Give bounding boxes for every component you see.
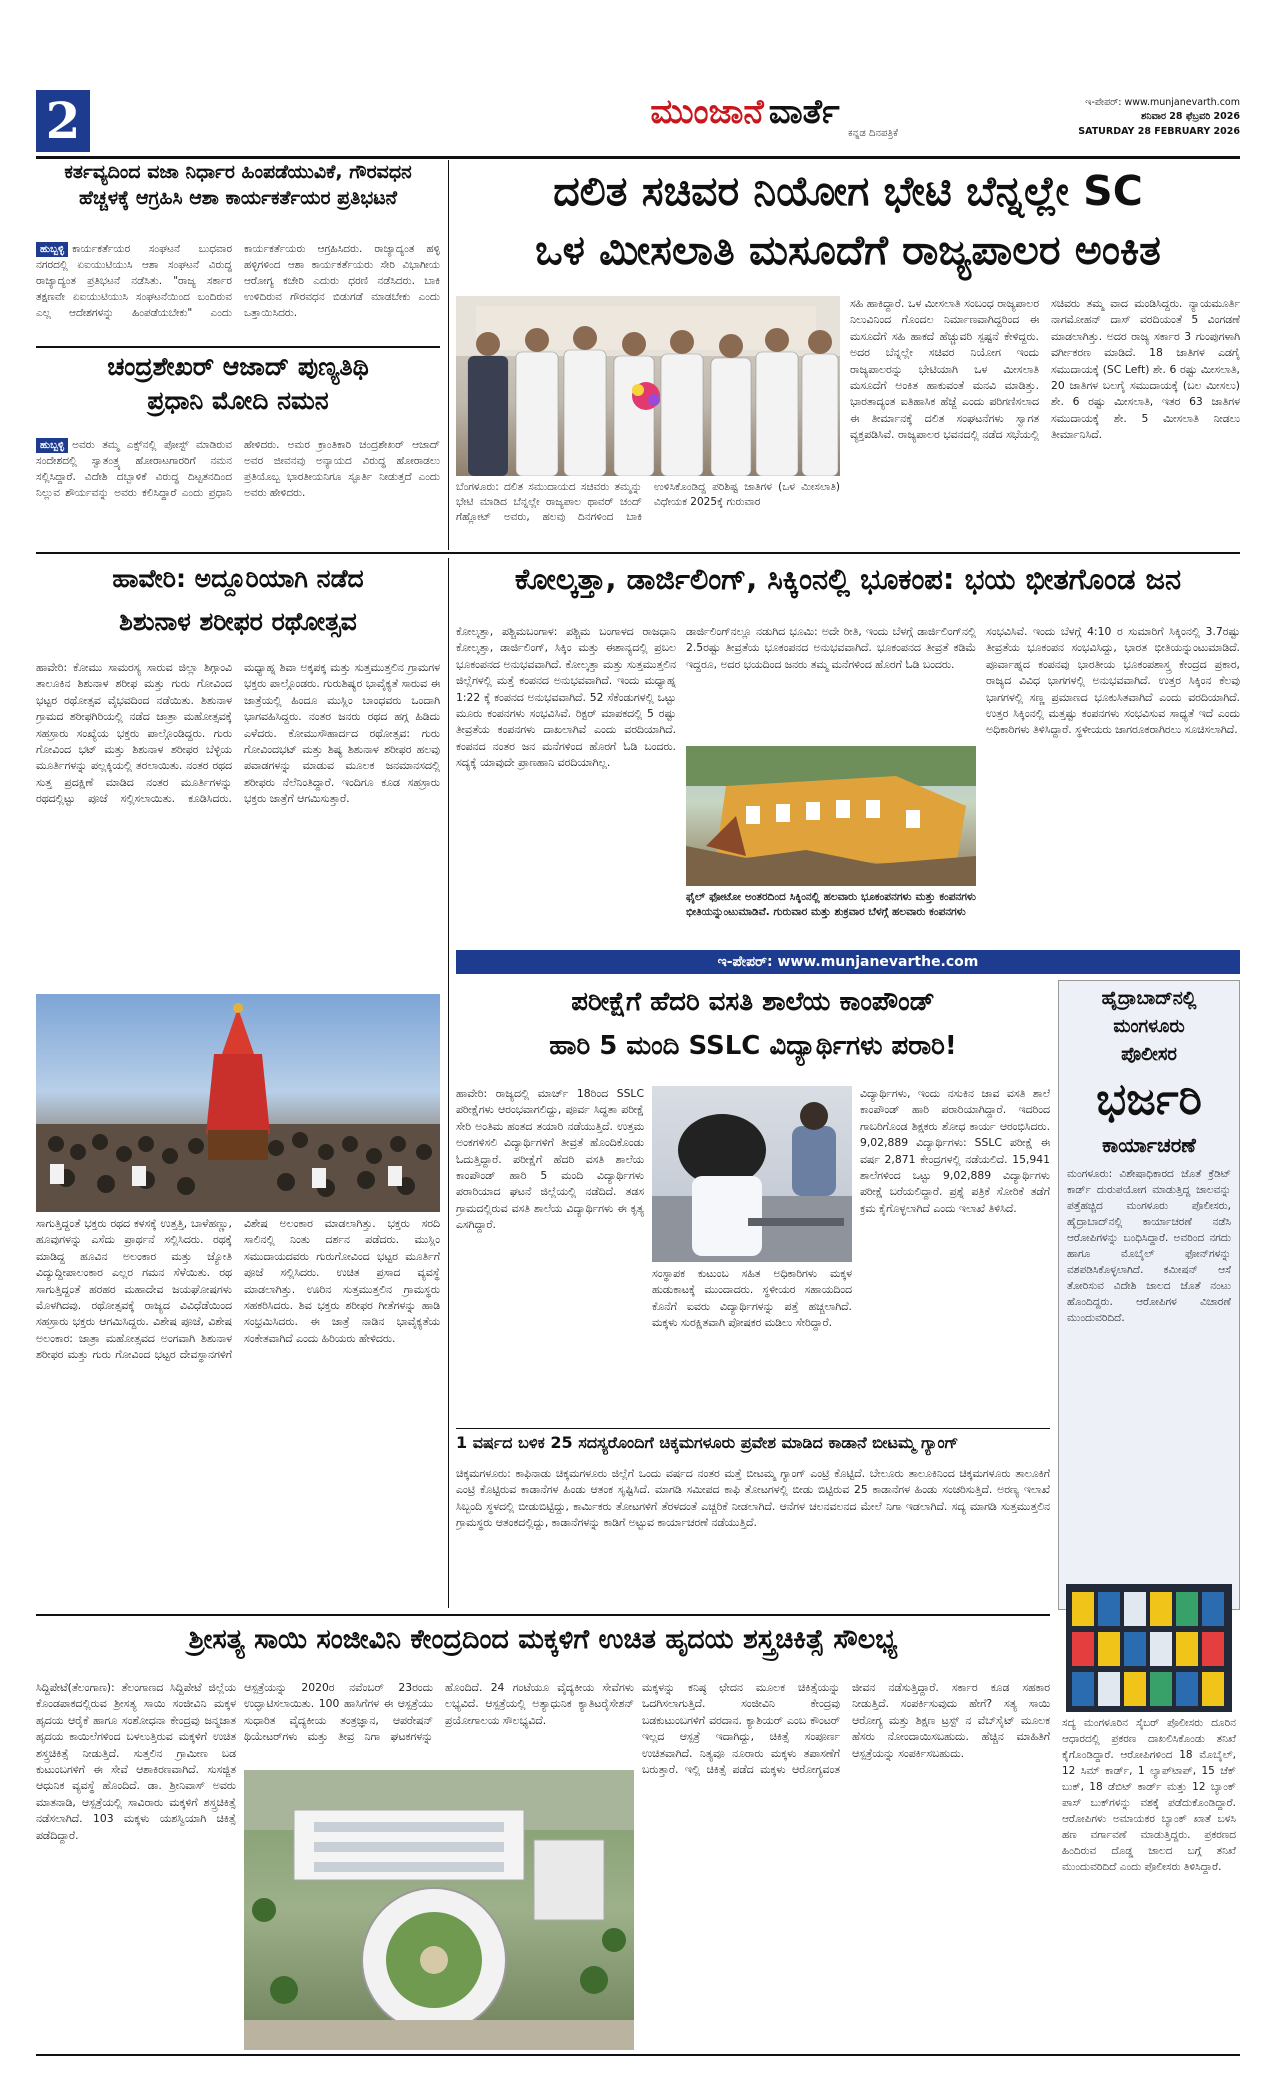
heart-body-right-text: ಮಕ್ಕಳನ್ನು ಕನಿಷ್ಠ ಛೇದನ ಮೂಲಕ ಚಿಕಿತ್ಸೆಯನ್ನು ಒದಗಿಸಲಾಗುತ್ತಿದೆ. ಸಂಜೀವಿನಿ ಕೇಂದ್ರವು ಬಡಕುಟುಂಬಗಳಿಗೆ ವರದಾನ. ಕ್ಯಾಶಿಯರ್ ಎಂಬ ಕೌಂಟರ್ ಇಲ್ಲದ ಆಸ್ಪತ್ರೆ ಇದಾಗಿದ್ದು, ಚಿಕಿತ್ಸೆ ಸಂಪೂರ್ಣ ಉಚಿತವಾಗಿದೆ. ನಿತ್ಯವೂ ನೂರಾರು ಮಕ್ಕಳು ತಪಾಸಣೆಗೆ ಬರುತ್ತಾರೆ. ಇಲ್ಲಿ ಚಿಕಿತ್ಸೆ ಪಡೆದ ಮಕ್ಕಳು ಆರೋಗ್ಯವಂತ ಜೀವನ ನಡೆಸುತ್ತಿದ್ದಾರೆ. ಸರ್ಕಾರ ಕೂಡ ಸಹಕಾರ ನೀಡುತ್ತಿದೆ. ಸಂಪರ್ಕಿಸುವುದು ಹೇಗೆ? ಸತ್ಯ ಸಾಯಿ ಆರೋಗ್ಯ ಮತ್ತು ಶಿಕ್ಷಣ ಟ್ರಸ್ಟ್ ನ ವೆಬ್‌ಸೈಟ್ ಮೂಲಕ ಹೆಸರು ನೋಂದಾಯಿಸಬಹುದು. ಹೆಚ್ಚಿನ ಮಾಹಿತಿಗೆ ಆಸ್ಪತ್ರೆಯನ್ನು ಸಂಪರ್ಕಿಸಬಹುದು. [642,1681,1050,1777]
quake-body-left-text: ಕೋಲ್ಕತ್ತಾ, ಪಶ್ಚಿಮಬಂಗಾಳ: ಪಶ್ಚಿಮ ಬಂಗಾಳದ ರಾಜಧಾನಿ ಕೋಲ್ಕತ್ತಾ, ಡಾರ್ಜಿಲಿಂಗ್, ಸಿಕ್ಕಿಂ ಮತ್ತು ಈಶಾನ್ಯದಲ್ಲಿ ಪ್ರಬಲ ಭೂಕಂಪನದ ಅನುಭವವಾಗಿದೆ. ಕೋಲ್ಕತ್ತಾ ಮತ್ತು ಸುತ್ತಮುತ್ತಲಿನ ಜಿಲ್ಲೆಗಳಲ್ಲಿ ಮತ್ತೆ ಕಂಪನದ ಅನುಭವವಾಗಿದೆ. ಇಂದು ಮಧ್ಯಾಹ್ನ 1:22 ಕ್ಕೆ ಕಂಪನದ ಅನುಭವವಾಗಿದೆ. 52 ಸೆಕೆಂಡುಗಳಲ್ಲಿ ಒಟ್ಟು ಮೂರು ಕಂಪನಗಳು ಸಂಭವಿಸಿವೆ. ರಿಕ್ಟರ್ ಮಾಪಕದಲ್ಲಿ 5 ರಷ್ಟು ತೀವ್ರತೆಯ ಕಂಪನಗಳು ದಾಖಲಾಗಿವೆ ಎಂದು ವರದಿಯಾಗಿದೆ. ಕಂಪನದ ನಂತರ ಜನ ಮನೆಗಳಿಂದ ಹೊರಗೆ ಓಡಿ ಬಂದರು. ಸದ್ಯಕ್ಕೆ ಯಾವುದೇ ಪ್ರಾಣಹಾನಿ ವರದಿಯಾಗಿಲ್ಲ. [456,625,676,770]
havri-body-bottom [36,1216,440,1606]
police-box [1058,980,1240,1610]
bottom-rule [36,2054,1240,2056]
page-number-box [36,90,90,152]
story1-headline [36,160,440,238]
havri-body-top-text: ಹಾವೇರಿ: ಕೋಮು ಸಾಮರಸ್ಯ ಸಾರುವ ಜಿಲ್ಲಾ ಶಿಗ್ಗಾಂವಿ ತಾಲೂಕಿನ ಶಿಶುನಾಳ ಶರೀಫ ಮತ್ತು ಗುರು ಗೋವಿಂದ ಭಟ್ಟರ ರಥೋತ್ಸವ ವೈಭವದಿಂದ ನಡೆಯಿತು. ಶಿಶುನಾಳ ಗ್ರಾಮದ ಶರೀಫಗಿರಿಯಲ್ಲಿ ನಡೆದ ಜಾತ್ರಾ ಮಹೋತ್ಸವಕ್ಕೆ ಸಹಸ್ರಾರು ಸಂಖ್ಯೆಯ ಭಕ್ತರು ಪಾಲ್ಗೊಂಡಿದ್ದರು. ಗುರು ಗೋವಿಂದ ಭಟ್ ಮತ್ತು ಶಿಶುನಾಳ ಶರೀಫರ ಬೆಳ್ಳಿಯ ಮೂರ್ತಿಗಳನ್ನು ಪಲ್ಲಕ್ಕಿಯಲ್ಲಿ ತರಲಾಯಿತು. ನಂತರ ರಥದ ಸುತ್ತ ಪ್ರದಕ್ಷಿಣೆ ಮಾಡಿದ ನಂತರ ಮೂರ್ತಿಗಳನ್ನು ರಥದಲ್ಲಿಟ್ಟು ಪೂಜೆ ಸಲ್ಲಿಸಲಾಯಿತು. ಕೂಡಿಸಿದರು. ಮಧ್ಯಾಹ್ನ ಶಿವಾ ಅಕ್ಕಪಕ್ಕ ಮತ್ತು ಸುತ್ತಮುತ್ತಲಿನ ಗ್ರಾಮಗಳ ಭಕ್ತರು ಪಾಲ್ಗೊಂಡರು. ಗುರುಶಿಷ್ಯರ ಭಾವೈಕ್ಯತೆ ಸಾರುವ ಈ ಜಾತ್ರೆಯಲ್ಲಿ ಹಿಂದೂ ಮುಸ್ಲಿಂ ಬಾಂಧವರು ಒಂದಾಗಿ ಭಾಗವಹಿಸಿದ್ದರು. ನಂತರ ಜನರು ರಥದ ಹಗ್ಗ ಹಿಡಿದು ಎಳೆದರು. ಕೋಮುಸೌಹಾರ್ದದ ರಥೋತ್ಸವ: ಗುರು ಗೋವಿಂದಭಟ್ ಮತ್ತು ಶಿಷ್ಯ ಶಿಶುನಾಳ ಶರೀಫರ ಹಲವು ಪವಾಡಗಳನ್ನು ಮಾಡುವ ಮೂಲಕ ಜನಮಾನಸದಲ್ಲಿ ಶರೀಫರು ನೆಲೆನಿಂತಿದ್ದಾರೆ. ಇಂದಿಗೂ ಕೂಡ ಸಹಸ್ರಾರು ಭಕ್ತರು ಜಾತ್ರೆಗೆ ಆಗಮಿಸುತ್ತಾರೆ. [36,661,440,806]
havri-body-bottom-text: ಸಾಗುತ್ತಿದ್ದಂತೆ ಭಕ್ತರು ರಥದ ಕಳಸಕ್ಕೆ ಉತ್ತತ್ತಿ, ಬಾಳೆಹಣ್ಣು, ಹೂವುಗಳನ್ನು ಎಸೆದು ಪ್ರಾರ್ಥನೆ ಸಲ್ಲಿಸಿದರು. ರಥಕ್ಕೆ ಮಾಡಿದ್ದ ಹೂವಿನ ಅಲಂಕಾರ ಮತ್ತು ಜ್ಯೋತಿ ವಿದ್ಯುದ್ದೀಪಾಲಂಕಾರ ಎಲ್ಲರ ಗಮನ ಸೆಳೆಯಿತು. ರಥ ಸಾಗುತ್ತಿದ್ದಂತೆ ಹರಹರ ಮಹಾದೇವ ಜಯಘೋಷಗಳು ಮೊಳಗಿದವು. ರಥೋತ್ಸವಕ್ಕೆ ರಾಜ್ಯದ ವಿವಿಧೆಡೆಯಿಂದ ಸಹಸ್ರಾರು ಭಕ್ತರು ಆಗಮಿಸಿದ್ದರು. ವಿಶೇಷ ಪೂಜೆ, ವಿಶೇಷ ಅಲಂಕಾರ: ಜಾತ್ರಾ ಮಹೋತ್ಸವದ ಅಂಗವಾಗಿ ಶಿಶುನಾಳ ಶರೀಫರ ಮತ್ತು ಗುರು ಗೋವಿಂದ ಭಟ್ಟರ ದೇವಸ್ಥಾನಗಳಿಗೆ ವಿಶೇಷ ಅಲಂಕಾರ ಮಾಡಲಾಗಿತ್ತು. ಭಕ್ತರು ಸರದಿ ಸಾಲಿನಲ್ಲಿ ನಿಂತು ದರ್ಶನ ಪಡೆದರು. ಮುಸ್ಲಿಂ ಸಮುದಾಯದವರು ಗುರುಗೋವಿಂದ ಭಟ್ಟರ ಮೂರ್ತಿಗೆ ಪೂಜೆ ಸಲ್ಲಿಸಿದರು. ಉಚಿತ ಪ್ರಸಾದ ವ್ಯವಸ್ಥೆ ಮಾಡಲಾಗಿತ್ತು. ಊರಿನ ಸುತ್ತಮುತ್ತಲಿನ ಗ್ರಾಮಸ್ಥರು ಸಹಕರಿಸಿದರು. ಶಿವ ಭಕ್ತರು ಶರೀಫರ ಗೀತೆಗಳನ್ನು ಹಾಡಿ ಸಂಭ್ರಮಿಸಿದರು. ಈ ಜಾತ್ರೆ ನಾಡಿನ ಭಾವೈಕ್ಯತೆಯ ಸಂಕೇತವಾಗಿದೆ ಎಂದು ಹಿರಿಯರು ಹೇಳಿದರು. [36,1217,440,1362]
heart-body-mid [244,1680,634,1766]
epaper-bar [456,950,1240,974]
lead-caption-text: ಬೆಂಗಳೂರು: ದಲಿತ ಸಮುದಾಯದ ಸಚಿವರು ತಮ್ಮನ್ನು ಭೇಟಿ ಮಾಡಿದ ಬೆನ್ನಲ್ಲೇ ರಾಜ್ಯಪಾಲ ಥಾವರ್ ಚಂದ್ ಗೆಹ್ಲೋಟ್ ಅವರು, ಹಲವು ದಿನಗಳಿಂದ ಬಾಕಿ ಉಳಿಸಿಕೊಂಡಿದ್ದ ಪರಿಶಿಷ್ಟ ಜಾತಿಗಳ (ಒಳ ಮೀಸಲಾತಿ) ವಿಧೇಯಕ 2025ಕ್ಕೆ ಗುರುವಾರ [456,481,840,524]
masthead-rule [36,156,1240,159]
lead-caption [456,480,840,548]
paper-name-part1: ಮುಂಜಾನೆ [650,92,764,132]
masthead-logo [580,92,910,148]
story2-headline-line2: ಪ್ರಧಾನಿ ಮೋದಿ ನಮನ [147,385,329,415]
story1-dateline: ಹುಬ್ಬಳ್ಳಿ [36,242,68,257]
heart-body-right [642,1680,1050,2050]
havri-headline-line1: ಹಾವೇರಿ: ಅದ್ದೂರಿಯಾಗಿ ನಡೆದ [112,564,364,593]
sslc-body-left [456,1086,644,1422]
story2-text: ಅವರು ತಮ್ಮ ಎಕ್ಸ್‌ನಲ್ಲಿ ಪೋಸ್ಟ್ ಮಾಡಿರುವ ಸಂದೇಶದಲ್ಲಿ ಸ್ವಾತಂತ್ರ್ಯ ಹೋರಾಟಗಾರರಿಗೆ ನಮನ ಸಲ್ಲಿಸಿದ್ದಾರೆ. ವಿದೇಶಿ ದಬ್ಬಾಳಿಕೆ ವಿರುದ್ಧ ದಿಟ್ಟತನದಿಂದ ನಿಲ್ಲುವ ಶೌರ್ಯವನ್ನು ಅವರು ಕಲಿಸಿದ್ದಾರೆ ಎಂದು ಪ್ರಧಾನಿ ಹೇಳಿದರು. ಅಮರ ಕ್ರಾಂತಿಕಾರಿ ಚಂದ್ರಶೇಖರ್ ಆಜಾದ್ ಅವರ ಜೀವನವು ಅನ್ಯಾಯದ ವಿರುದ್ಧ ಹೋರಾಡಲು ಪ್ರತಿಯೊಬ್ಬ ಭಾರತೀಯನಿಗೂ ಸ್ಫೂರ್ತಿ ನೀಡುತ್ತದೆ ಎಂದು ಅವರು ಹೇಳಿದರು. [36,439,440,499]
section-rule-1 [36,552,1240,554]
police-body-bottom [1058,1716,1240,2050]
sslc-body-mid [652,1266,852,1422]
havri-photo [36,994,440,1212]
gang-rule [456,1428,1050,1429]
police-body-top [1059,1161,1239,1457]
lead-headline-line1: ದಲಿತ ಸಚಿವರ ನಿಯೋಗ ಭೇಟಿ ಬೆನ್ನಲ್ಲೇ SC [553,167,1143,215]
story1-headline-line2: ಹೆಚ್ಚಳಕ್ಕೆ ಆಗ್ರಹಿಸಿ ಆಶಾ ಕಾರ್ಯಕರ್ತೆಯರ ಪ್ರತಿಭಟನೆ [79,186,397,209]
group-photo-illustration [456,296,840,476]
lead-headline [456,162,1240,288]
chariot-festival-illustration [36,994,440,1212]
gang-headline-text: 1 ವರ್ಷದ ಬಳಿಕ 25 ಸದಸ್ಯರೊಂದಿಗೆ ಚಿಕ್ಕಮಗಳೂರು ಪ್ರವೇಶ ಮಾಡಿದ ಕಾಡಾನೆ ಬೀಟಮ್ಮ ಗ್ಯಾಂಗ್ [456,1433,959,1452]
sslc-headline-line1: ಪರೀಕ್ಷೆಗೆ ಹೆದರಿ ವಸತಿ ಶಾಲೆಯ ಕಾಂಪೌಂಡ್ [571,987,935,1017]
sslc-body-right-text: ವಿದ್ಯಾರ್ಥಿಗಳು, ಇಂದು ನಸುಕಿನ ಜಾವ ವಸತಿ ಶಾಲೆ ಕಾಂಪೌಂಡ್ ಹಾರಿ ಪರಾರಿಯಾಗಿದ್ದಾರೆ. ಇದರಿಂದ ಗಾಬರಿಗೊಂಡ ಶಿಕ್ಷಕರು ಶೋಧ ಕಾರ್ಯ ಆರಂಭಿಸಿದರು. 9,02,889 ವಿದ್ಯಾರ್ಥಿಗಳು: SSLC ಪರೀಕ್ಷೆ ಈ ವರ್ಷ 2,871 ಕೇಂದ್ರಗಳಲ್ಲಿ ನಡೆಯಲಿದೆ. 15,941 ಶಾಲೆಗಳಿಂದ ಒಟ್ಟು 9,02,889 ವಿದ್ಯಾರ್ಥಿಗಳು ಪರೀಕ್ಷೆ ಬರೆಯಲಿದ್ದಾರೆ. ಪ್ರಶ್ನೆ ಪತ್ರಿಕೆ ಸೋರಿಕೆ ತಡೆಗೆ ಕ್ರಮ ಕೈಗೊಳ್ಳಲಾಗಿದೆ ಎಂದು ಇಲಾಖೆ ತಿಳಿಸಿದೆ. [860,1087,1050,1215]
story2-headline [36,350,440,434]
police-body-bottom-text: ಸದ್ಯ ಮಂಗಳೂರಿನ ಸೈಬರ್ ಪೊಲೀಸರು ದೂರಿನ ಆಧಾರದಲ್ಲಿ ಪ್ರಕರಣ ದಾಖಲಿಸಿಕೊಂಡು ತನಿಖೆ ಕೈಗೊಂಡಿದ್ದಾರೆ. ಆರೋಪಿಗಳಿಂದ 18 ಮೊಬೈಲ್, 12 ಸಿಮ್ ಕಾರ್ಡ್, 1 ಲ್ಯಾಪ್‌ಟಾಪ್, 15 ಚೆಕ್ ಬುಕ್, 18 ಡೆಬಿಟ್ ಕಾರ್ಡ್ ಮತ್ತು 12 ಬ್ಯಾಂಕ್ ಪಾಸ್ ಬುಕ್‌ಗಳನ್ನು ವಶಕ್ಕೆ ಪಡೆದುಕೊಂಡಿದ್ದಾರೆ. ಆರೋಪಿಗಳು ಅಮಾಯಕರ ಬ್ಯಾಂಕ್ ಖಾತೆ ಬಳಸಿ ಹಣ ವರ್ಗಾವಣೆ ಮಾಡುತ್ತಿದ್ದರು. ಪ್ರಕರಣದ ಹಿಂದಿರುವ ದೊಡ್ಡ ಜಾಲದ ಬಗ್ಗೆ ತನಿಖೆ ಮುಂದುವರಿದಿದೆ ಎಂದು ಪೊಲೀಸರು ತಿಳಿಸಿದ್ದಾರೆ. [1062,1717,1236,1873]
havri-headline [36,558,440,658]
story1-text: ಕಾರ್ಯಕರ್ತೆಯರ ಸಂಘಟನೆ ಬುಧವಾರ ನಗರದಲ್ಲಿ ಏಐಯುಟಿಯುಸಿ ಆಶಾ ಸಂಘಟನೆ ವಿರುದ್ಧ ರಾಜ್ಯಾದ್ಯಂತ ಪ್ರತಿಭಟನೆ ನಡೆಸಿತು. "ರಾಜ್ಯ ಸರ್ಕಾರ ತಕ್ಷಣವೇ ಏಐಯುಟಿಯುಸಿ ಸಂಘಟನೆಯಿಂದ ಬಂದಿರುವ ಎಲ್ಲ ಆದೇಶಗಳನ್ನು ಹಿಂಪಡೆಯಬೇಕು" ಎಂದು ಕಾರ್ಯಕರ್ತೆಯರು ಆಗ್ರಹಿಸಿದರು. ರಾಜ್ಯಾದ್ಯಂತ ಹಳ್ಳಿ ಹಳ್ಳಿಗಳಿಂದ ಆಶಾ ಕಾರ್ಯಕರ್ತೆಯರು ಸೇರಿ ವಿಭಾಗೀಯ ಆರೋಗ್ಯ ಕಚೇರಿ ಎದುರು ಧರಣಿ ನಡೆಸಿದರು. ಬಾಕಿ ಉಳಿದಿರುವ ಗೌರವಧನ ಬಿಡುಗಡೆ ಮಾಡಬೇಕು ಎಂದು ಒತ್ತಾಯಿಸಿದರು. [36,243,440,319]
date-kannada: ಶನಿವಾರ 28 ಫೆಬ್ರವರಿ 2026 [1141,111,1240,123]
quake-body-mid-text: ಡಾರ್ಜಿಲಿಂಗ್‌ನಲ್ಲೂ ನಡುಗಿದ ಭೂಮಿ: ಅದೇ ರೀತಿ, ಇಂದು ಬೆಳಗ್ಗೆ ಡಾರ್ಜಿಲಿಂಗ್‌ನಲ್ಲಿ 2.5ರಷ್ಟು ತೀವ್ರತೆಯ ಭೂಕಂಪನದ ಅನುಭವವಾಗಿದೆ. ಭೂಕಂಪನದ ತೀವ್ರತೆ ಕಡಿಮೆ ಇದ್ದರೂ, ಅದರ ಭಯದಿಂದ ಜನರು ತಮ್ಮ ಮನೆಗಳಿಂದ ಹೊರಗೆ ಓಡಿ ಬಂದರು. [686,625,976,671]
police-headline-big: ಭರ್ಜರಿ [1096,1073,1202,1125]
sslc-body-mid-text: ಸಂಸ್ಥಾಪಕ ಕುಟುಂಬ ಸಹಿತ ಅಧಿಕಾರಿಗಳು ಮಕ್ಕಳ ಹುಡುಕಾಟಕ್ಕೆ ಮುಂದಾದರು. ಸ್ಥಳೀಯರ ಸಹಾಯದಿಂದ ಕೊನೆಗೆ ಐವರು ವಿದ್ಯಾರ್ಥಿಗಳನ್ನು ಪತ್ತೆ ಹಚ್ಚಲಾಗಿದೆ. ಮಕ್ಕಳು ಸುರಕ್ಷಿತವಾಗಿ ಪೋಷಕರ ಮಡಿಲು ಸೇರಿದ್ದಾರೆ. [652,1267,852,1330]
masthead-website: ಇ-ಪೇಪರ್: www.munjanevarth.com [1085,97,1240,108]
story1-body [36,242,440,342]
havri-headline-line2: ಶಿಶುನಾಳ ಶರೀಫರ ರಥೋತ್ಸವ [119,606,357,636]
column-divider-top [448,160,449,550]
quake-photo [686,746,976,886]
story2-dateline: ಹುಬ್ಬಳ್ಳಿ [36,438,68,453]
paper-subtitle: ಕನ್ನಡ ದಿನಪತ್ರಿಕೆ [847,128,898,139]
quake-body-mid [686,624,976,742]
heart-photo [244,1770,634,2050]
seized-cards-illustration [1066,1584,1232,1712]
sslc-headline [456,980,1050,1080]
quake-caption [686,890,976,944]
quake-headline-text: ಕೋಲ್ಕತ್ತಾ, ಡಾರ್ಜಿಲಿಂಗ್, ಸಿಕ್ಕಿಂನಲ್ಲಿ ಭೂಕಂಪ: ಭಯ ಭೀತಗೊಂಡ ಜನ [514,562,1182,596]
quake-headline [456,560,1240,618]
police-body-top-text: ಮಂಗಳೂರು: ವಿಶೇಷಾಧಿಕಾರದ ಜೊತೆ ಕ್ರೆಡಿಟ್ ಕಾರ್ಡ್ ದುರುಪಯೋಗ ಮಾಡುತ್ತಿದ್ದ ಜಾಲವನ್ನು ಪತ್ತೆಹಚ್ಚಿದ ಮಂಗಳೂರು ಪೊಲೀಸರು, ಹೈದ್ರಾಬಾದ್‌ನಲ್ಲಿ ಕಾರ್ಯಾಚರಣೆ ನಡೆಸಿ ಆರೋಪಿಗಳನ್ನು ಬಂಧಿಸಿದ್ದಾರೆ. ಅವರಿಂದ ನಗದು ಹಾಗೂ ಮೊಬೈಲ್ ಫೋನ್‌ಗಳನ್ನು ವಶಪಡಿಸಿಕೊಳ್ಳಲಾಗಿದೆ. ಕಮೀಷನ್ ಆಸೆ ತೋರಿಸುವ ವಿದೇಶಿ ಜಾಲದ ಜೊತೆ ನಂಟು ಹೊಂದಿದ್ದರು. ಆರೋಪಿಗಳ ವಿಚಾರಣೆ ಮುಂದುವರಿದಿದೆ. [1067,1168,1231,1324]
page-number: 2 [45,91,81,150]
police-headline-line1: ಹೈದ್ರಾಬಾದ್‌ನಲ್ಲಿ [1101,988,1197,1009]
heart-body-mid-text: ಆಸ್ಪತ್ರೆಯನ್ನು 2020ರ ನವೆಂಬರ್ 23ರಂದು ಉದ್ಘಾಟಿಸಲಾಯಿತು. 100 ಹಾಸಿಗೆಗಳ ಈ ಆಸ್ಪತ್ರೆಯು ಸುಧಾರಿತ ವೈದ್ಯಕೀಯ ತಂತ್ರಜ್ಞಾನ, ಆಪರೇಷನ್ ಥಿಯೇಟರ್‌ಗಳು ಮತ್ತು ತೀವ್ರ ನಿಗಾ ಘಟಕಗಳನ್ನು ಹೊಂದಿದೆ. 24 ಗಂಟೆಯೂ ವೈದ್ಯಕೀಯ ಸೇವೆಗಳು ಲಭ್ಯವಿದೆ. ಆಸ್ಪತ್ರೆಯಲ್ಲಿ ಅತ್ಯಾಧುನಿಕ ಕ್ಯಾತಿಟರೈಸೇಶನ್ ಪ್ರಯೋಗಾಲಯ ಸೌಲಭ್ಯವಿದೆ. [244,1681,634,1744]
column-divider-mid [448,558,449,1608]
sslc-body-left-text: ಹಾವೇರಿ: ರಾಜ್ಯದಲ್ಲಿ ಮಾರ್ಚ್ 18ರಿಂದ SSLC ಪರೀಕ್ಷೆಗಳು ಆರಂಭವಾಗಲಿದ್ದು, ಪೂರ್ವ ಸಿದ್ಧತಾ ಪರೀಕ್ಷೆ ಸೇರಿ ಅಂತಿಮ ಹಂತದ ತಯಾರಿ ನಡೆಯುತ್ತಿದೆ. ಉತ್ತಮ ಅಂಕಗಳಿಸಲಿ ವಿದ್ಯಾರ್ಥಿಗಳಿಗೆ ತೀವ್ರತೆ ಹೊಂದಿಕೊಂಡು ಓದುತ್ತಿದ್ದಾರೆ. ಪರೀಕ್ಷೆಗೆ ಹೆದರಿ ವಸತಿ ಶಾಲೆಯ ಕಾಂಪೌಂಡ್ ಹಾರಿ 5 ಮಂದಿ ವಿದ್ಯಾರ್ಥಿಗಳು ಪರಾರಿಯಾದ ಘಟನೆ ಜಿಲ್ಲೆಯಲ್ಲಿ ನಡೆದಿದೆ. ತಡಸ ಗ್ರಾಮದಲ್ಲಿರುವ ವಸತಿ ಶಾಲೆಯ ವಿದ್ಯಾರ್ಥಿಗಳು ಈ ಕೃತ್ಯ ಎಸಗಿದ್ದಾರೆ. [456,1087,644,1232]
lead-photo [456,296,840,476]
exam-hall-illustration [652,1086,852,1262]
police-headline-line4: ಕಾರ್ಯಾಚರಣೆ [1102,1133,1196,1158]
heart-body-left-text: ಸಿದ್ದಿಪೇಟೆ(ತೆಲಂಗಾಣ): ತೆಲಂಗಾಣದ ಸಿದ್ದಿಪೇಟೆ ಜಿಲ್ಲೆಯ ಕೊಂಡಪಾಕದಲ್ಲಿರುವ ಶ್ರೀಸತ್ಯ ಸಾಯಿ ಸಂಜೀವಿನಿ ಮಕ್ಕಳ ಹೃದಯ ಆರೈಕೆ ಹಾಗೂ ಸಂಶೋಧನಾ ಕೇಂದ್ರವು ಜನ್ಮಜಾತ ಹೃದಯ ಕಾಯಿಲೆಗಳಿಂದ ಬಳಲುತ್ತಿರುವ ಮಕ್ಕಳಿಗೆ ಉಚಿತ ಶಸ್ತ್ರಚಿಕಿತ್ಸೆ ನೀಡುತ್ತಿದೆ. ಸುತ್ತಲಿನ ಗ್ರಾಮೀಣ ಬಡ ಕುಟುಂಬಗಳಿಗೆ ಈ ಸೇವೆ ಆಶಾಕಿರಣವಾಗಿದೆ. ಸುಸಜ್ಜಿತ ಆಧುನಿಕ ವ್ಯವಸ್ಥೆ ಹೊಂದಿದೆ. ಡಾ. ಶ್ರೀನಿವಾಸ್ ಅವರು ಮಾತನಾಡಿ, ಆಸ್ಪತ್ರೆಯಲ್ಲಿ ಸಾವಿರಾರು ಮಕ್ಕಳಿಗೆ ಶಸ್ತ್ರಚಿಕಿತ್ಸೆ ನಡೆಸಲಾಗಿದೆ. 103 ಮಕ್ಕಳು ಯಶಸ್ವಿಯಾಗಿ ಚಿಕಿತ್ಸೆ ಪಡೆದಿದ್ದಾರೆ. [36,1681,236,1842]
lead-headline-line2: ಒಳ ಮೀಸಲಾತಿ ಮಸೂದೆಗೆ ರಾಜ್ಯಪಾಲರ ಅಂಕಿತ [535,226,1161,275]
police-headline-line3: ಪೊಲೀಸರ [1121,1043,1177,1065]
date-english: SATURDAY 28 FEBRUARY 2026 [1078,125,1240,137]
police-photo [1066,1584,1232,1712]
story2-headline-line1: ಚಂದ್ರಶೇಖರ್ ಆಜಾದ್ ಪುಣ್ಯತಿಥಿ [107,352,369,381]
hospital-aerial-illustration [244,1770,634,2050]
heart-headline [36,1622,1050,1672]
sslc-body-right [860,1086,1050,1422]
epaper-bar-text: ಇ-ಪೇಪರ್: www.munjanevarthe.com [717,954,979,970]
story1-rule [36,346,440,348]
masthead-info [1000,96,1240,146]
heart-headline-text: ಶ್ರೀಸತ್ಯ ಸಾಯಿ ಸಂಜೀವಿನಿ ಕೇಂದ್ರದಿಂದ ಮಕ್ಕಳಿಗೆ ಉಚಿತ ಹೃದಯ ಶಸ್ತ್ರಚಿಕಿತ್ಸೆ ಸೌಲಭ್ಯ [188,1624,898,1655]
section-rule-2 [36,1614,1050,1616]
story2-body [36,438,440,544]
lead-body [850,296,1240,548]
quake-body-left [456,624,676,944]
collapsed-building-illustration [686,746,976,886]
quake-body-right [986,624,1240,944]
heart-body-left [36,1680,236,2050]
police-headline-line2: ಮಂಗಳೂರು [1113,1015,1185,1037]
paper-name-part2: ವಾರ್ತೆ [768,92,840,132]
gang-headline [456,1432,1050,1462]
quake-caption-text: ಫೈಲ್ ಫೋಟೋ ಅಂತರದಿಂದ ಸಿಕ್ಕಿಂನಲ್ಲಿ ಹಲವಾರು ಭೂಕಂಪನಗಳು ಮತ್ತು ಕಂಪನಗಳು ಭೀತಿಯನ್ನುಂಟುಮಾಡಿವೆ. ಗುರುವಾರ ಮತ್ತು ಶುಕ್ರವಾರ ಬೆಳಗ್ಗೆ ಹಲವಾರು ಕಂಪನಗಳು [686,891,976,919]
sslc-photo [652,1086,852,1262]
quake-body-right-text: ಸಂಭವಿಸಿವೆ. ಇಂದು ಬೆಳಗ್ಗೆ 4:10 ರ ಸುಮಾರಿಗೆ ಸಿಕ್ಕಿಂನಲ್ಲಿ 3.7ರಷ್ಟು ತೀವ್ರತೆಯ ಭೂಕಂಪನ ಸಂಭವಿಸಿದ್ದು, ಭಾರತ ಭೀತಿಯನ್ನುಂಟುಮಾಡಿದೆ. ಪೂರ್ವಾಹ್ನದ ಕಂಪನವು ಭಾರತೀಯ ಭೂಕಂಪಶಾಸ್ತ್ರ ಕೇಂದ್ರದ ಪ್ರಕಾರ, ರಾಜ್ಯದ ವಿವಿಧ ಭಾಗಗಳಲ್ಲಿ ಅನುಭವವಾಗಿದೆ. ಉತ್ತರ ಸಿಕ್ಕಿಂನ ಕೆಲವು ಭಾಗಗಳಲ್ಲಿ ಸಣ್ಣ ಪ್ರಮಾಣದ ಭೂಕುಸಿತವಾಗಿದೆ ಎಂದು ವರದಿಯಾಗಿದೆ. ಉತ್ತರ ಸಿಕ್ಕಿಂನಲ್ಲಿ ಮತ್ತಷ್ಟು ಕಂಪನಗಳು ಸಂಭವಿಸುವ ಸಾಧ್ಯತೆ ಇದೆ ಎಂದು ಅಧಿಕಾರಿಗಳು ತಿಳಿಸಿದ್ದಾರೆ. ಸ್ಥಳೀಯರು ಜಾಗರೂಕರಾಗಿರಲು ಸೂಚಿಸಲಾಗಿದೆ. [986,625,1240,737]
lead-body-text: ಸಹಿ ಹಾಕಿದ್ದಾರೆ. ಒಳ ಮೀಸಲಾತಿ ಸಂಬಂಧ ರಾಜ್ಯಪಾಲರ ನಿಲುವಿನಿಂದ ಗೊಂದಲ ನಿರ್ಮಾಣವಾಗಿದ್ದರಿಂದ ಈ ಮಸೂದೆಗೆ ಸಹಿ ಹಾಕದೆ ಹೆಚ್ಚುವರಿ ಸ್ಪಷ್ಟನೆ ಕೇಳಿದ್ದರು. ಅದರ ಬೆನ್ನಲ್ಲೇ ಸಚಿವರ ನಿಯೋಗ ಇಂದು ರಾಜ್ಯಪಾಲರನ್ನು ಭೇಟಿಯಾಗಿ ಒಳ ಮೀಸಲಾತಿ ಮಸೂದೆಗೆ ಅಂಕಿತ ಹಾಕುವಂತೆ ಮನವಿ ಮಾಡಿತ್ತು. ಭಾರತಾದ್ಯಂತ ಐತಿಹಾಸಿಕ ಹೆಜ್ಜೆ ಎಂದು ಪರಿಗಣಿಸಲಾದ ಈ ತೀರ್ಮಾನಕ್ಕೆ ದಲಿತ ಸಂಘಟನೆಗಳು ಸ್ವಾಗತ ವ್ಯಕ್ತಪಡಿಸಿವೆ. ರಾಜ್ಯಪಾಲರ ಭವನದಲ್ಲಿ ನಡೆದ ಸಭೆಯಲ್ಲಿ ಸಚಿವರು ತಮ್ಮ ವಾದ ಮಂಡಿಸಿದ್ದರು. ನ್ಯಾಯಮೂರ್ತಿ ನಾಗಮೋಹನ್ ದಾಸ್ ವರದಿಯಂತೆ 5 ವಿಂಗಡಣೆ ಮಾಡಲಾಗಿತ್ತು. ಅದರ ರಾಜ್ಯ ಸರ್ಕಾರ 3 ಗುಂಪುಗಳಾಗಿ ವರ್ಗೀಕರಣ ಮಾಡಿದೆ. 18 ಜಾತಿಗಳ ಎಡಗೈ ಸಮುದಾಯಕ್ಕೆ (SC Left) ಶೇ. 6 ರಷ್ಟು ಮೀಸಲಾತಿ, 20 ಜಾತಿಗಳ ಬಲಗೈ ಸಮುದಾಯಕ್ಕೆ (ಬಲ ಮೀಸಲು) ಶೇ. 6 ರಷ್ಟು ಮೀಸಲಾತಿ, ಇತರ 63 ಜಾತಿಗಳ ಸಮುದಾಯಕ್ಕೆ ಶೇ. 5 ಮೀಸಲಾತಿ ನೀಡಲು ತೀರ್ಮಾನಿಸಿದೆ. [850,297,1240,442]
havri-body-top [36,660,440,990]
sslc-headline-line2: ಹಾರಿ 5 ಮಂದಿ SSLC ವಿದ್ಯಾರ್ಥಿಗಳು ಪರಾರಿ! [549,1031,957,1062]
story1-headline-line1: ಕರ್ತವ್ಯದಿಂದ ವಜಾ ನಿರ್ಧಾರ ಹಿಂಪಡೆಯುವಿಕೆ, ಗೌರವಧನ [64,161,412,183]
gang-body [456,1466,1050,1606]
police-headline [1059,981,1239,1161]
gang-body-text: ಚಿಕ್ಕಮಗಳೂರು: ಕಾಫಿನಾಡು ಚಿಕ್ಕಮಗಳೂರು ಜಿಲ್ಲೆಗೆ ಒಂದು ವರ್ಷದ ನಂತರ ಮತ್ತೆ ಬೀಟಮ್ಮ ಗ್ಯಾಂಗ್ ಎಂಟ್ರಿ ಕೊಟ್ಟಿದೆ. ಬೇಲೂರು ತಾಲೂಕಿನಿಂದ ಚಿಕ್ಕಮಗಳೂರು ತಾಲೂಕಿಗೆ ಎಂಟ್ರಿ ಕೊಟ್ಟಿರುವ ಕಾಡಾನೆಗಳ ಹಿಂಡು ಆತಂಕ ಸೃಷ್ಟಿಸಿದೆ. ಮಾಗಡಿ ಸಮೀಪದ ಕಾಫಿ ತೋಟಗಳಲ್ಲಿ ಬೀಡು ಬಿಟ್ಟಿರುವ 25 ಕಾಡಾನೆಗಳ ಹಿಂಡು ಸಂಚರಿಸುತ್ತಿದೆ. ಅರಣ್ಯ ಇಲಾಖೆ ಸಿಬ್ಬಂದಿ ಸ್ಥಳದಲ್ಲಿ ಬೀಡುಬಿಟ್ಟಿದ್ದು, ಕಾರ್ಮಿಕರು ತೋಟಗಳಿಗೆ ತೆರಳದಂತೆ ಎಚ್ಚರಿಕೆ ನೀಡಲಾಗಿದೆ. ಆನೆಗಳ ಚಲನವಲನದ ಮೇಲೆ ನಿಗಾ ಇಡಲಾಗಿದೆ. ಸದ್ಯ ಮಾಗಡಿ ಸುತ್ತಮುತ್ತಲಿನ ಗ್ರಾಮಸ್ಥರು ಆತಂಕದಲ್ಲಿದ್ದು, ಕಾಡಾನೆಗಳನ್ನು ಕಾಡಿಗೆ ಅಟ್ಟುವ ಕಾರ್ಯಾಚರಣೆ ನಡೆಯುತ್ತಿದೆ. [456,1467,1050,1530]
